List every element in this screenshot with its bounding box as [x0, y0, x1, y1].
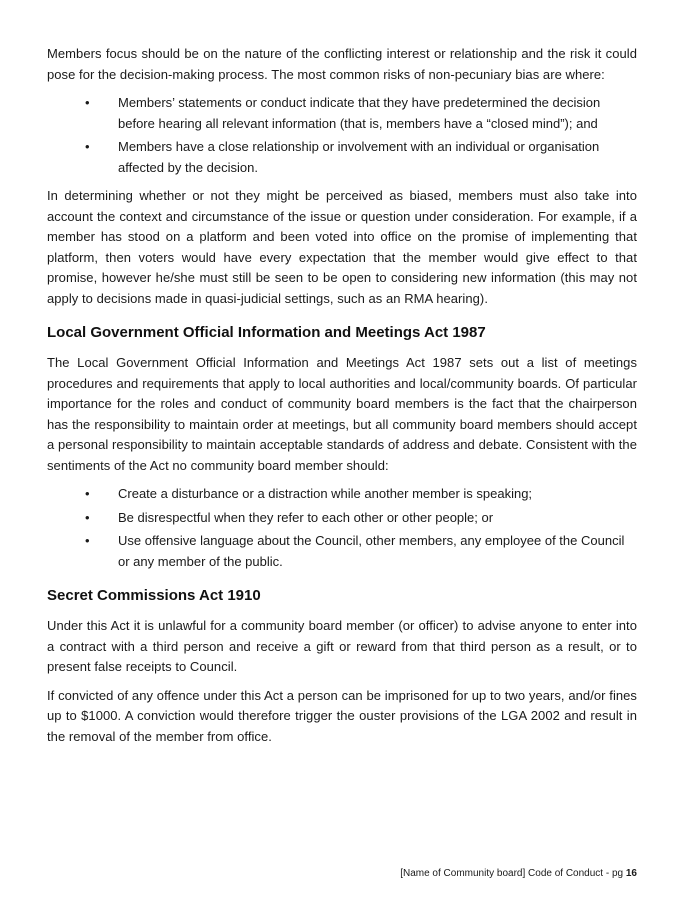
footer-text: [Name of Community board] Code of Conduct - pg [400, 868, 624, 879]
paragraph-conviction: If convicted of any offence under this Act a person can be imprisoned for up to two years, and/or fines up to $1000. A conviction would therefore trigger the ouster provisions of the LGA 2002 and result in the removal of the member from office. [47, 687, 637, 744]
list-item [47, 484, 637, 505]
list-item-text: Members’ statements or conduct indicate that they have predetermined the decision before hearing all relevant information (that is, members have a “closed mind”); and [118, 95, 601, 131]
section-heading-secret-commissions: Secret Commissions Act 1910 [47, 587, 261, 604]
list-item-text: Be disrespectful when they refer to each other or other people; or [118, 509, 494, 525]
document-page [47, 44, 637, 755]
bias-risks-list [47, 93, 637, 178]
bullet-icon: • [85, 95, 90, 110]
list-item-text: Members have a close relationship or involvement with an individual or organisation affected by the decision. [118, 139, 600, 175]
list-item [47, 93, 637, 134]
paragraph-lgoima: The Local Government Official Information and Meetings Act 1987 sets out a list of meetings procedures and requirements that apply to local authorities and local/community boards. Of particular importance for the roles and conduct of community board members is the fact that the chairperson has the responsibility to maintain order at meetings, but all community board members should accept a personal responsibility to maintain acceptable standards of address and debate. Consistent with the sentiments of the Act no community board member should: [47, 355, 637, 473]
section-heading-lgoima: Local Government Official Information and Meetings Act 1987 [47, 324, 486, 341]
bullet-icon: • [85, 533, 90, 548]
paragraph-bias-risks: Members focus should be on the nature of the conflicting interest or relationship and the risk it could pose for the decision-making process. The most common risks of non-pecuniary bias are where: [47, 46, 637, 82]
page-number: 16 [625, 868, 637, 879]
paragraph-secret-commissions: Under this Act it is unlawful for a community board member (or officer) to advise anyone to enter into a contract with a third person and receive a gift or reward from that third person as a result, or to present false receipts to Council. [47, 618, 637, 674]
list-item-text: Use offensive language about the Council, other members, any employee of the Council or any member of the public. [118, 533, 625, 569]
list-item [47, 531, 637, 572]
page-footer [400, 867, 637, 881]
bullet-icon: • [85, 139, 90, 154]
list-item-text: Create a disturbance or a distraction while another member is speaking; [118, 486, 533, 501]
conduct-list [47, 484, 637, 572]
list-item [47, 508, 637, 529]
paragraph-perceived-bias: In determining whether or not they might be perceived as biased, members must also take into account the context and circumstance of the issue or question under consideration. For example, if a member has stood on a platform and been voted into office on the promise of implementing that platform, then voters would have every expectation that the member would give effect to that promise, however he/she must still be seen to be open to considering new information (this may not apply to decisions made in quasi-judicial settings, such as an RMA hearing). [47, 188, 637, 306]
list-item [47, 137, 637, 178]
bullet-icon: • [85, 509, 90, 525]
bullet-icon: • [85, 486, 90, 501]
